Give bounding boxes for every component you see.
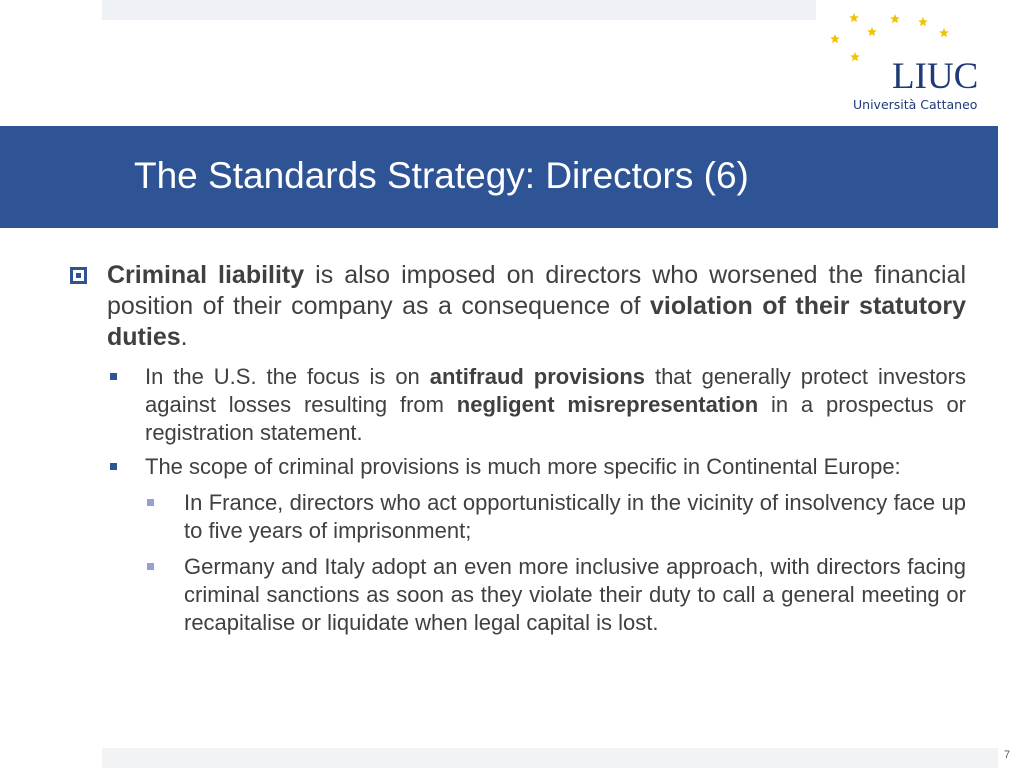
page-number: 7 xyxy=(1004,749,1011,761)
liuc-logo xyxy=(822,8,1002,120)
small-square-bullet-icon xyxy=(110,463,117,470)
bullet-text: Germany and Italy adopt an even more inclusive approach, with directors facing criminal sanctions as soon as they violate their duty to call a general meeting or recapitalise or liquidate when legal capital is lost. xyxy=(184,554,966,635)
slide-body xyxy=(0,260,1024,637)
star-icon xyxy=(939,28,949,37)
bullet-text: . xyxy=(180,323,188,351)
star-icon xyxy=(867,27,877,36)
bullet-text: in a prospectus or registration statement. xyxy=(145,392,967,445)
star-icon xyxy=(830,34,840,43)
bullet-text: In the U.S. the focus is on xyxy=(145,364,430,389)
star-icon xyxy=(890,14,900,23)
bold-term: Criminal liability xyxy=(107,261,305,289)
bold-term: violation of their statutory duties xyxy=(107,292,966,351)
slide-title: The Standards Strategy: Directors (6) xyxy=(134,155,749,196)
logo-subtitle: Università Cattaneo xyxy=(853,97,978,112)
logo-wordmark: LIUC xyxy=(892,56,979,97)
top-decorative-strip xyxy=(102,0,816,20)
star-icon xyxy=(918,17,928,26)
small-square-bullet-icon xyxy=(110,373,117,380)
bullet-text: In France, directors who act opportunistically in the vicinity of insolvency face up to five years of imprisonment; xyxy=(184,490,966,543)
bullet-germany-italy xyxy=(184,553,966,637)
small-square-bullet-icon xyxy=(147,563,154,570)
bold-term: negligent misrepresentation xyxy=(456,392,759,417)
bullet-text: The scope of criminal provisions is much more specific in Continental Europe: xyxy=(145,454,901,479)
star-icon xyxy=(850,52,860,61)
square-bullet-icon xyxy=(70,267,87,284)
bullet-us-focus xyxy=(145,363,966,447)
bullet-continental-europe xyxy=(145,453,966,481)
bullet-criminal-liability xyxy=(107,260,966,353)
bullet-text: is also imposed on directors who worsened the financial position of their company as a consequence of xyxy=(107,261,966,320)
bottom-decorative-strip xyxy=(102,748,998,768)
bullet-france xyxy=(184,489,966,545)
star-icon xyxy=(849,13,859,22)
bold-term: antifraud provisions xyxy=(429,364,646,389)
title-band xyxy=(0,126,998,228)
small-square-bullet-icon xyxy=(147,499,154,506)
bullet-text: that generally protect investors against losses resulting from xyxy=(145,364,966,417)
